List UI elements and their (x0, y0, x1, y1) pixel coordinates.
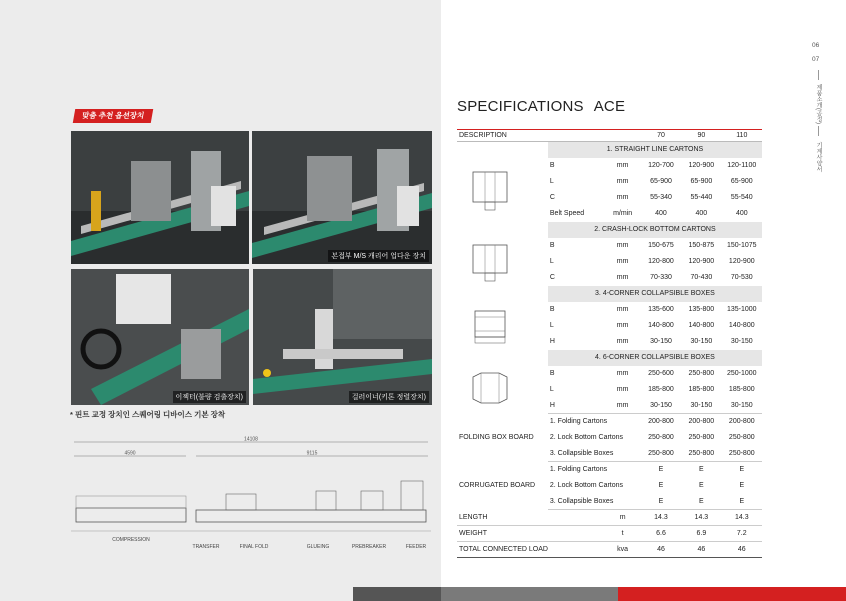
machine-image-1 (71, 131, 249, 264)
cell-value: E (739, 482, 745, 489)
machine-layout-drawing (66, 436, 436, 554)
cell-value: 65-900 (730, 178, 753, 185)
section-header (457, 286, 762, 302)
row-unit: mm (616, 338, 629, 345)
cell-value: 30-150 (641, 398, 681, 414)
cell-value: 250-800 (728, 434, 755, 441)
photo-caption: 걸러이너(키톤 정렬장치) (349, 391, 429, 403)
row-label: 2. Lock Bottom Cartons (549, 482, 624, 489)
row-label: Belt Speed (549, 210, 585, 217)
cell-value: 140-800 (728, 322, 755, 329)
footer-bar-red (618, 587, 846, 601)
cell-value: 185-800 (688, 386, 715, 393)
cell-value: 70-330 (650, 274, 672, 281)
cell-value: 400 (655, 210, 667, 217)
cell-value: E (658, 466, 664, 474)
row-unit: m (604, 510, 640, 526)
cell-value: 7.2 (722, 526, 762, 542)
section-title: 2. CRASH-LOCK BOTTOM CARTONS (548, 222, 762, 238)
carton-diagram-4 (457, 366, 548, 414)
section-header (457, 350, 762, 366)
cell-value: E (722, 494, 762, 510)
row-label: LENGTH (457, 510, 604, 526)
nav-section-a[interactable]: 제품소개(공정) (815, 84, 821, 124)
cell-value: E (699, 482, 704, 489)
table-row (457, 366, 762, 382)
cell-value: 150-1075 (726, 242, 757, 249)
cell-value: 70-530 (730, 274, 753, 281)
row-label: 3. Collapsible Boxes (548, 446, 641, 462)
row-label: B (549, 242, 555, 249)
spec-table (457, 129, 762, 558)
cell-value: E (739, 466, 745, 474)
cell-value: 120-800 (648, 258, 674, 265)
row-unit: mm (616, 322, 629, 329)
table-header (457, 130, 762, 142)
row-label: L (549, 386, 554, 393)
row-unit: mm (616, 306, 629, 313)
cell-value: 150-675 (648, 242, 674, 249)
model-name: ACE (593, 98, 626, 115)
label-compression: COMPRESSION (112, 537, 150, 543)
cell-value: 55-340 (650, 194, 672, 201)
row-unit: mm (616, 194, 629, 201)
row-label: L (549, 258, 554, 265)
cell-value: 120-900 (688, 258, 715, 265)
section-title: 3. 4-CORNER COLLAPSIBLE BOXES (548, 286, 762, 302)
cell-value: 30-150 (722, 398, 762, 414)
row-label: 3. Collapsible Boxes (548, 494, 641, 510)
dim-left: 4590 (124, 450, 136, 457)
row-unit: m/min (613, 210, 633, 217)
header-col-70: 70 (641, 130, 681, 142)
options-tag: 맞춤 추천 옵션장치 (73, 109, 154, 123)
row-label: L (549, 322, 554, 329)
cell-value: 120-1100 (727, 162, 757, 169)
row-label: H (548, 398, 605, 414)
cell-value: 46 (641, 542, 681, 558)
folding-box-board-label: FOLDING BOX BOARD (459, 434, 534, 441)
corrugated-board-label: CORRUGATED BOARD (459, 482, 536, 489)
label-feeder: FEEDER (405, 544, 427, 550)
row-label: WEIGHT (457, 526, 604, 542)
cell-value: 30-150 (650, 338, 672, 345)
photo-2 (252, 131, 432, 264)
row-unit: mm (616, 274, 629, 281)
row-unit: mm (616, 370, 629, 377)
machine-image-3 (71, 269, 249, 405)
cell-value: 55-540 (730, 194, 753, 201)
cell-value: 6.6 (641, 526, 681, 542)
cell-value: 120-900 (688, 162, 715, 169)
cell-value: 140-800 (648, 322, 674, 329)
cell-value: 185-800 (648, 386, 674, 393)
table-row (457, 238, 762, 254)
dim-right: 9115 (306, 450, 318, 457)
row-unit: mm (616, 178, 629, 185)
cell-value: 200-800 (688, 418, 715, 426)
cell-value: 135-800 (688, 306, 715, 313)
cell-value: 250-800 (648, 434, 674, 441)
carton-diagram-2 (457, 238, 548, 286)
cell-value: 30-150 (681, 398, 721, 414)
nav-divider (818, 126, 819, 136)
section-title: 1. STRAIGHT LINE CARTONS (548, 142, 762, 158)
section-header (457, 222, 762, 238)
photo-4 (253, 269, 432, 405)
header-col-90: 90 (681, 130, 721, 142)
cell-value: 46 (681, 542, 721, 558)
cell-value: E (699, 466, 704, 474)
row-unit: mm (616, 258, 629, 265)
header-description: DESCRIPTION (457, 130, 641, 142)
cell-value: 135-1000 (726, 306, 757, 313)
cell-value: 200-800 (648, 418, 674, 426)
row-unit: mm (616, 386, 629, 393)
row-label: B (549, 162, 555, 169)
cell-value: 30-150 (730, 338, 753, 345)
cell-value: 55-440 (690, 194, 713, 201)
dim-total: 14108 (244, 436, 258, 443)
header-col-110: 110 (722, 130, 762, 142)
cell-value: E (658, 482, 664, 489)
row-unit: mm (604, 398, 640, 414)
cell-value: 150-875 (688, 242, 715, 249)
cell-value: 250-1000 (726, 370, 757, 377)
cell-value: 250-800 (641, 446, 681, 462)
cell-value: 14.3 (681, 510, 721, 526)
cell-value: 135-600 (648, 306, 674, 313)
cell-value: 140-800 (688, 322, 715, 329)
cell-value: 46 (722, 542, 762, 558)
section-title: 4. 6-CORNER COLLAPSIBLE BOXES (548, 350, 762, 366)
cell-value: 120-700 (648, 162, 674, 169)
row-label: C (549, 194, 555, 201)
table-row (457, 526, 762, 542)
cell-value: E (681, 494, 721, 510)
cell-value: 65-900 (650, 178, 672, 185)
cell-value: 30-150 (690, 338, 713, 345)
nav-section-b[interactable]: 기계사양서 (815, 142, 821, 172)
cell-value: 65-900 (690, 178, 713, 185)
table-row (457, 510, 762, 526)
table-row (457, 462, 762, 478)
row-label: 1. Folding Cartons (549, 466, 608, 474)
note-text: * 핀트 교정 장치인 스퀘어링 디바이스 기본 장착 (70, 410, 226, 419)
cell-value: 250-800 (688, 370, 715, 377)
cell-value: 250-800 (722, 446, 762, 462)
cell-value: 250-800 (681, 446, 721, 462)
cell-value: 200-800 (728, 418, 755, 426)
table-row (457, 158, 762, 174)
page-number-b: 07 (812, 56, 820, 63)
photo-3 (71, 269, 249, 405)
nav-divider (818, 70, 819, 80)
cell-value: 6.9 (681, 526, 721, 542)
label-glueing: GLUEING (306, 544, 330, 550)
row-label: H (549, 338, 555, 345)
row-unit: mm (616, 162, 629, 169)
row-label: B (549, 306, 555, 313)
row-unit: kva (604, 542, 640, 558)
cell-value: 120-900 (728, 258, 755, 265)
cell-value: E (641, 494, 681, 510)
row-unit: mm (616, 242, 629, 249)
machine-image-4 (253, 269, 432, 405)
photo-caption: 본접부 M/S 캐리어 업다운 장치 (328, 250, 429, 262)
carton-diagram-3 (457, 302, 548, 350)
photo-1 (71, 131, 249, 264)
row-label: 1. Folding Cartons (549, 418, 608, 426)
cell-value: 185-800 (728, 386, 755, 393)
page-number-a: 06 (812, 42, 820, 49)
label-final-fold: FINAL FOLD (239, 544, 269, 550)
photo-caption: 이젝터(불량 검출장치) (173, 391, 246, 403)
machine-image-2 (252, 131, 432, 264)
cell-value: 70-430 (690, 274, 713, 281)
cell-value: 14.3 (641, 510, 681, 526)
row-label: 2. Lock Bottom Cartons (549, 434, 624, 441)
title-text: SPECIFICATIONS (457, 98, 584, 115)
row-unit: t (604, 526, 640, 542)
row-label: TOTAL CONNECTED LOAD (457, 542, 604, 558)
footer-bar-grey (441, 587, 618, 601)
page-title (457, 98, 625, 115)
row-label: C (549, 274, 555, 281)
cell-value: 400 (735, 210, 748, 217)
cell-value: 250-600 (648, 370, 674, 377)
row-label: L (549, 178, 554, 185)
carton-diagram-1 (457, 158, 548, 222)
table-row (457, 542, 762, 558)
table-row (457, 302, 762, 318)
cell-value: 14.3 (722, 510, 762, 526)
label-prebreaker: PREBREAKER (351, 544, 387, 550)
label-transfer: TRANSFER (192, 544, 220, 550)
cell-value: 400 (695, 210, 708, 217)
row-label: B (549, 370, 555, 377)
section-header (457, 142, 762, 158)
cell-value: 250-800 (688, 434, 715, 441)
table-row (457, 414, 762, 430)
